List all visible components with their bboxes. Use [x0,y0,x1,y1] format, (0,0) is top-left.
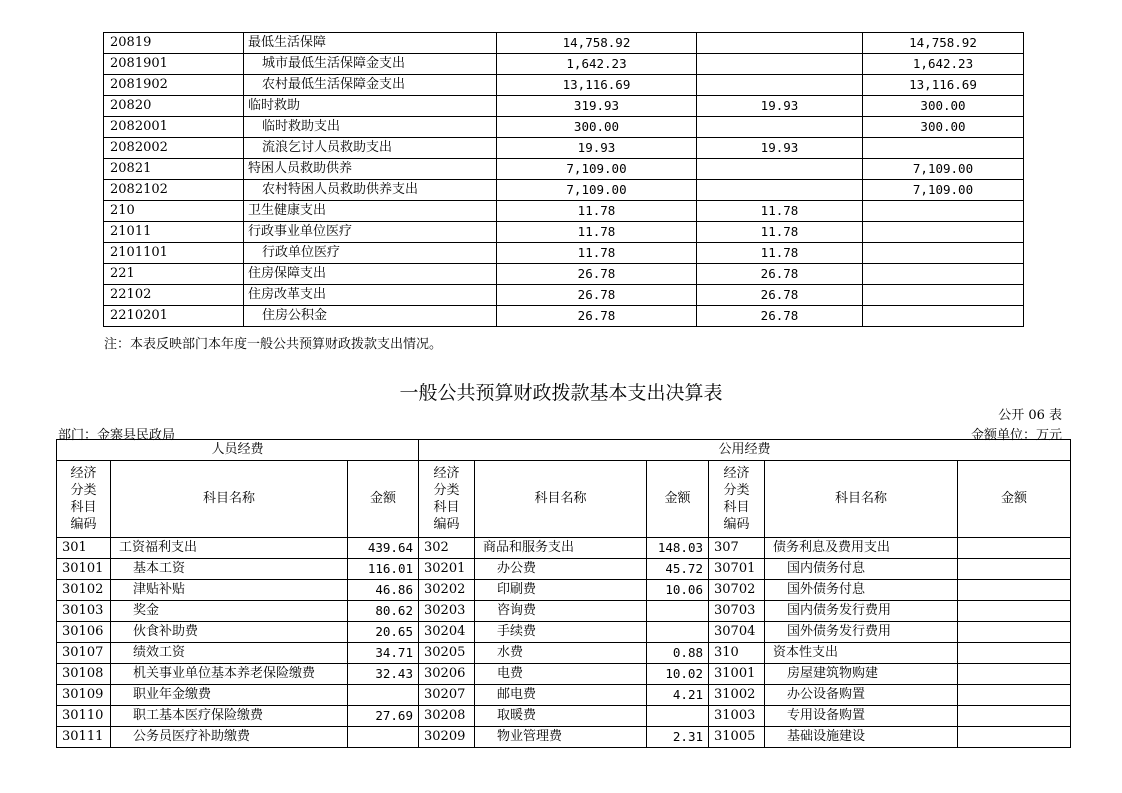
table-row [104,264,1024,285]
econ-code: 30202 [419,580,475,601]
econ-code: 30702 [709,580,765,601]
table-row [104,180,1024,201]
amount [647,622,709,643]
subject-name: 临时救助 [244,96,497,117]
subject-code: 2081902 [104,75,244,96]
subject-name: 商品和服务支出 [475,538,647,559]
subject-code: 20821 [104,159,244,180]
project-amount: 300.00 [863,117,1024,138]
subject-code: 21011 [104,222,244,243]
econ-code: 30103 [57,601,111,622]
econ-code: 30203 [419,601,475,622]
subject-name: 办公费 [475,559,647,580]
basic-amount: 11.78 [697,243,863,264]
subject-name: 物业管理费 [475,727,647,748]
table-row [104,243,1024,264]
subject-name: 基本工资 [111,559,348,580]
amount [958,538,1071,559]
subject-code: 2082002 [104,138,244,159]
subject-name: 电费 [475,664,647,685]
group-header-personnel: 人员经费 [57,440,419,461]
table-row [104,306,1024,327]
project-amount: 300.00 [863,96,1024,117]
table-row [104,138,1024,159]
header-code-line: 编码 [70,517,97,532]
header-code-line: 科目 [70,500,97,515]
econ-code: 30102 [57,580,111,601]
subject-name: 城市最低生活保障金支出 [244,54,497,75]
amount [348,685,419,706]
project-amount [863,264,1024,285]
header-code-line: 编码 [433,517,460,532]
basic-amount [697,33,863,54]
total-amount: 300.00 [497,117,697,138]
subject-name: 基础设施建设 [765,727,958,748]
econ-code: 30106 [57,622,111,643]
econ-code: 30201 [419,559,475,580]
amount [958,664,1071,685]
table-row [57,727,1071,748]
econ-code: 30101 [57,559,111,580]
table-row [104,159,1024,180]
header-name-col: 科目名称 [475,461,647,538]
econ-code: 30205 [419,643,475,664]
subject-name: 行政事业单位医疗 [244,222,497,243]
amount: 148.03 [647,538,709,559]
project-amount: 1,642.23 [863,54,1024,75]
header-amount-col: 金额 [647,461,709,538]
total-amount: 1,642.23 [497,54,697,75]
unit-label: 金额单位：万元 [970,428,1062,443]
econ-code: 31001 [709,664,765,685]
amount [647,706,709,727]
amount: 2.31 [647,727,709,748]
subject-name: 债务利息及费用支出 [765,538,958,559]
basic-amount [697,180,863,201]
subject-code: 2082102 [104,180,244,201]
page-title: 一般公共预算财政拨款基本支出决算表 [399,382,723,404]
amount [647,601,709,622]
econ-code: 30110 [57,706,111,727]
econ-code: 31002 [709,685,765,706]
basic-amount [697,159,863,180]
subject-name: 农村最低生活保障金支出 [244,75,497,96]
project-amount [863,285,1024,306]
project-amount: 7,109.00 [863,159,1024,180]
amount [958,706,1071,727]
basic-amount: 19.93 [697,96,863,117]
subject-code: 2082001 [104,117,244,138]
total-amount: 13,116.69 [497,75,697,96]
header-code-col [709,461,765,538]
amount: 10.06 [647,580,709,601]
econ-code: 30207 [419,685,475,706]
subject-name: 国外债务发行费用 [765,622,958,643]
basic-expenditure-table [56,439,1071,748]
basic-amount: 11.78 [697,222,863,243]
amount [348,727,419,748]
amount: 4.21 [647,685,709,706]
econ-code: 30109 [57,685,111,706]
table-row [104,285,1024,306]
subject-code: 210 [104,201,244,222]
header-name-col: 科目名称 [765,461,958,538]
project-amount [863,243,1024,264]
subject-name: 国内债务付息 [765,559,958,580]
table-row [57,706,1071,727]
subject-code: 221 [104,264,244,285]
econ-code: 301 [57,538,111,559]
subject-code: 2210201 [104,306,244,327]
table-note: 注：本表反映部门本年度一般公共预算财政拨款支出情况。 [104,337,443,352]
basic-amount: 26.78 [697,306,863,327]
amount: 0.88 [647,643,709,664]
subject-name: 最低生活保障 [244,33,497,54]
table-row [104,201,1024,222]
subject-name: 国外债务付息 [765,580,958,601]
basic-amount: 19.93 [697,138,863,159]
basic-amount [697,54,863,75]
total-amount: 11.78 [497,222,697,243]
subject-name: 办公设备购置 [765,685,958,706]
subject-name: 职工基本医疗保险缴费 [111,706,348,727]
table-row [57,538,1071,559]
header-code-col [57,461,111,538]
project-amount: 14,758.92 [863,33,1024,54]
subject-name: 取暖费 [475,706,647,727]
subject-name: 农村特困人员救助供养支出 [244,180,497,201]
header-code-line: 分类 [70,483,97,498]
amount: 46.86 [348,580,419,601]
table-row [57,622,1071,643]
subject-code: 20820 [104,96,244,117]
table-row [57,559,1071,580]
subject-name: 咨询费 [475,601,647,622]
amount [958,622,1071,643]
subject-code: 2101101 [104,243,244,264]
project-amount [863,222,1024,243]
subject-name: 流浪乞讨人员救助支出 [244,138,497,159]
header-code-line: 经济 [433,466,460,481]
table-row [57,580,1071,601]
subject-code: 20819 [104,33,244,54]
total-amount: 7,109.00 [497,159,697,180]
table-row [104,75,1024,96]
project-amount: 13,116.69 [863,75,1024,96]
subject-name: 住房保障支出 [244,264,497,285]
basic-amount: 26.78 [697,264,863,285]
econ-code: 30701 [709,559,765,580]
expenditure-table-top [103,32,1024,327]
table-row [104,96,1024,117]
total-amount: 7,109.00 [497,180,697,201]
form-number: 公开 06 表 [998,408,1062,423]
subject-name: 资本性支出 [765,643,958,664]
subject-name: 绩效工资 [111,643,348,664]
subject-name: 临时救助支出 [244,117,497,138]
project-amount: 7,109.00 [863,180,1024,201]
amount [958,685,1071,706]
econ-code: 30111 [57,727,111,748]
econ-code: 30204 [419,622,475,643]
amount: 34.71 [348,643,419,664]
table-row [57,643,1071,664]
project-amount [863,306,1024,327]
subject-name: 行政单位医疗 [244,243,497,264]
amount: 439.64 [348,538,419,559]
subject-name: 住房改革支出 [244,285,497,306]
table-row [57,601,1071,622]
amount: 80.62 [348,601,419,622]
subject-code: 2081901 [104,54,244,75]
header-amount-col: 金额 [958,461,1071,538]
subject-name: 特困人员救助供养 [244,159,497,180]
table-row [104,117,1024,138]
total-amount: 26.78 [497,264,697,285]
econ-code: 30703 [709,601,765,622]
subject-name: 卫生健康支出 [244,201,497,222]
basic-amount [697,117,863,138]
project-amount [863,138,1024,159]
header-code-line: 分类 [433,483,460,498]
subject-name: 水费 [475,643,647,664]
subject-name: 国内债务发行费用 [765,601,958,622]
table-row [104,222,1024,243]
econ-code: 310 [709,643,765,664]
amount [958,601,1071,622]
basic-amount: 26.78 [697,285,863,306]
subject-name: 住房公积金 [244,306,497,327]
subject-name: 奖金 [111,601,348,622]
econ-code: 30107 [57,643,111,664]
econ-code: 30704 [709,622,765,643]
amount [958,580,1071,601]
basic-amount: 11.78 [697,201,863,222]
econ-code: 302 [419,538,475,559]
table-row [57,664,1071,685]
department-label: 部门：金寨县民政局 [58,428,176,443]
econ-code: 30206 [419,664,475,685]
econ-code: 31005 [709,727,765,748]
header-code-line: 科目 [723,500,750,515]
total-amount: 26.78 [497,285,697,306]
amount [958,643,1071,664]
amount: 27.69 [348,706,419,727]
amount: 20.65 [348,622,419,643]
subject-name: 房屋建筑物购建 [765,664,958,685]
header-code-line: 经济 [723,466,750,481]
subject-name: 津贴补贴 [111,580,348,601]
header-amount-col: 金额 [348,461,419,538]
total-amount: 19.93 [497,138,697,159]
total-amount: 11.78 [497,201,697,222]
subject-name: 手续费 [475,622,647,643]
header-code-line: 编码 [723,517,750,532]
total-amount: 319.93 [497,96,697,117]
amount: 45.72 [647,559,709,580]
subject-name: 印刷费 [475,580,647,601]
table-row [104,54,1024,75]
subject-code: 22102 [104,285,244,306]
amount: 116.01 [348,559,419,580]
table-row [57,685,1071,706]
subject-name: 工资福利支出 [111,538,348,559]
amount: 10.02 [647,664,709,685]
basic-amount [697,75,863,96]
amount [958,559,1071,580]
econ-code: 30208 [419,706,475,727]
econ-code: 30209 [419,727,475,748]
subject-name: 公务员医疗补助缴费 [111,727,348,748]
header-name-col: 科目名称 [111,461,348,538]
econ-code: 307 [709,538,765,559]
econ-code: 30108 [57,664,111,685]
subject-name: 邮电费 [475,685,647,706]
total-amount: 14,758.92 [497,33,697,54]
amount [958,727,1071,748]
header-code-col [419,461,475,538]
header-code-line: 分类 [723,483,750,498]
subject-name: 伙食补助费 [111,622,348,643]
subject-name: 机关事业单位基本养老保险缴费 [111,664,348,685]
project-amount [863,201,1024,222]
table-row [104,33,1024,54]
amount: 32.43 [348,664,419,685]
econ-code: 31003 [709,706,765,727]
header-code-line: 科目 [433,500,460,515]
total-amount: 26.78 [497,306,697,327]
subject-name: 职业年金缴费 [111,685,348,706]
total-amount: 11.78 [497,243,697,264]
group-header-public: 公用经费 [419,440,1071,461]
subject-name: 专用设备购置 [765,706,958,727]
header-code-line: 经济 [70,466,97,481]
